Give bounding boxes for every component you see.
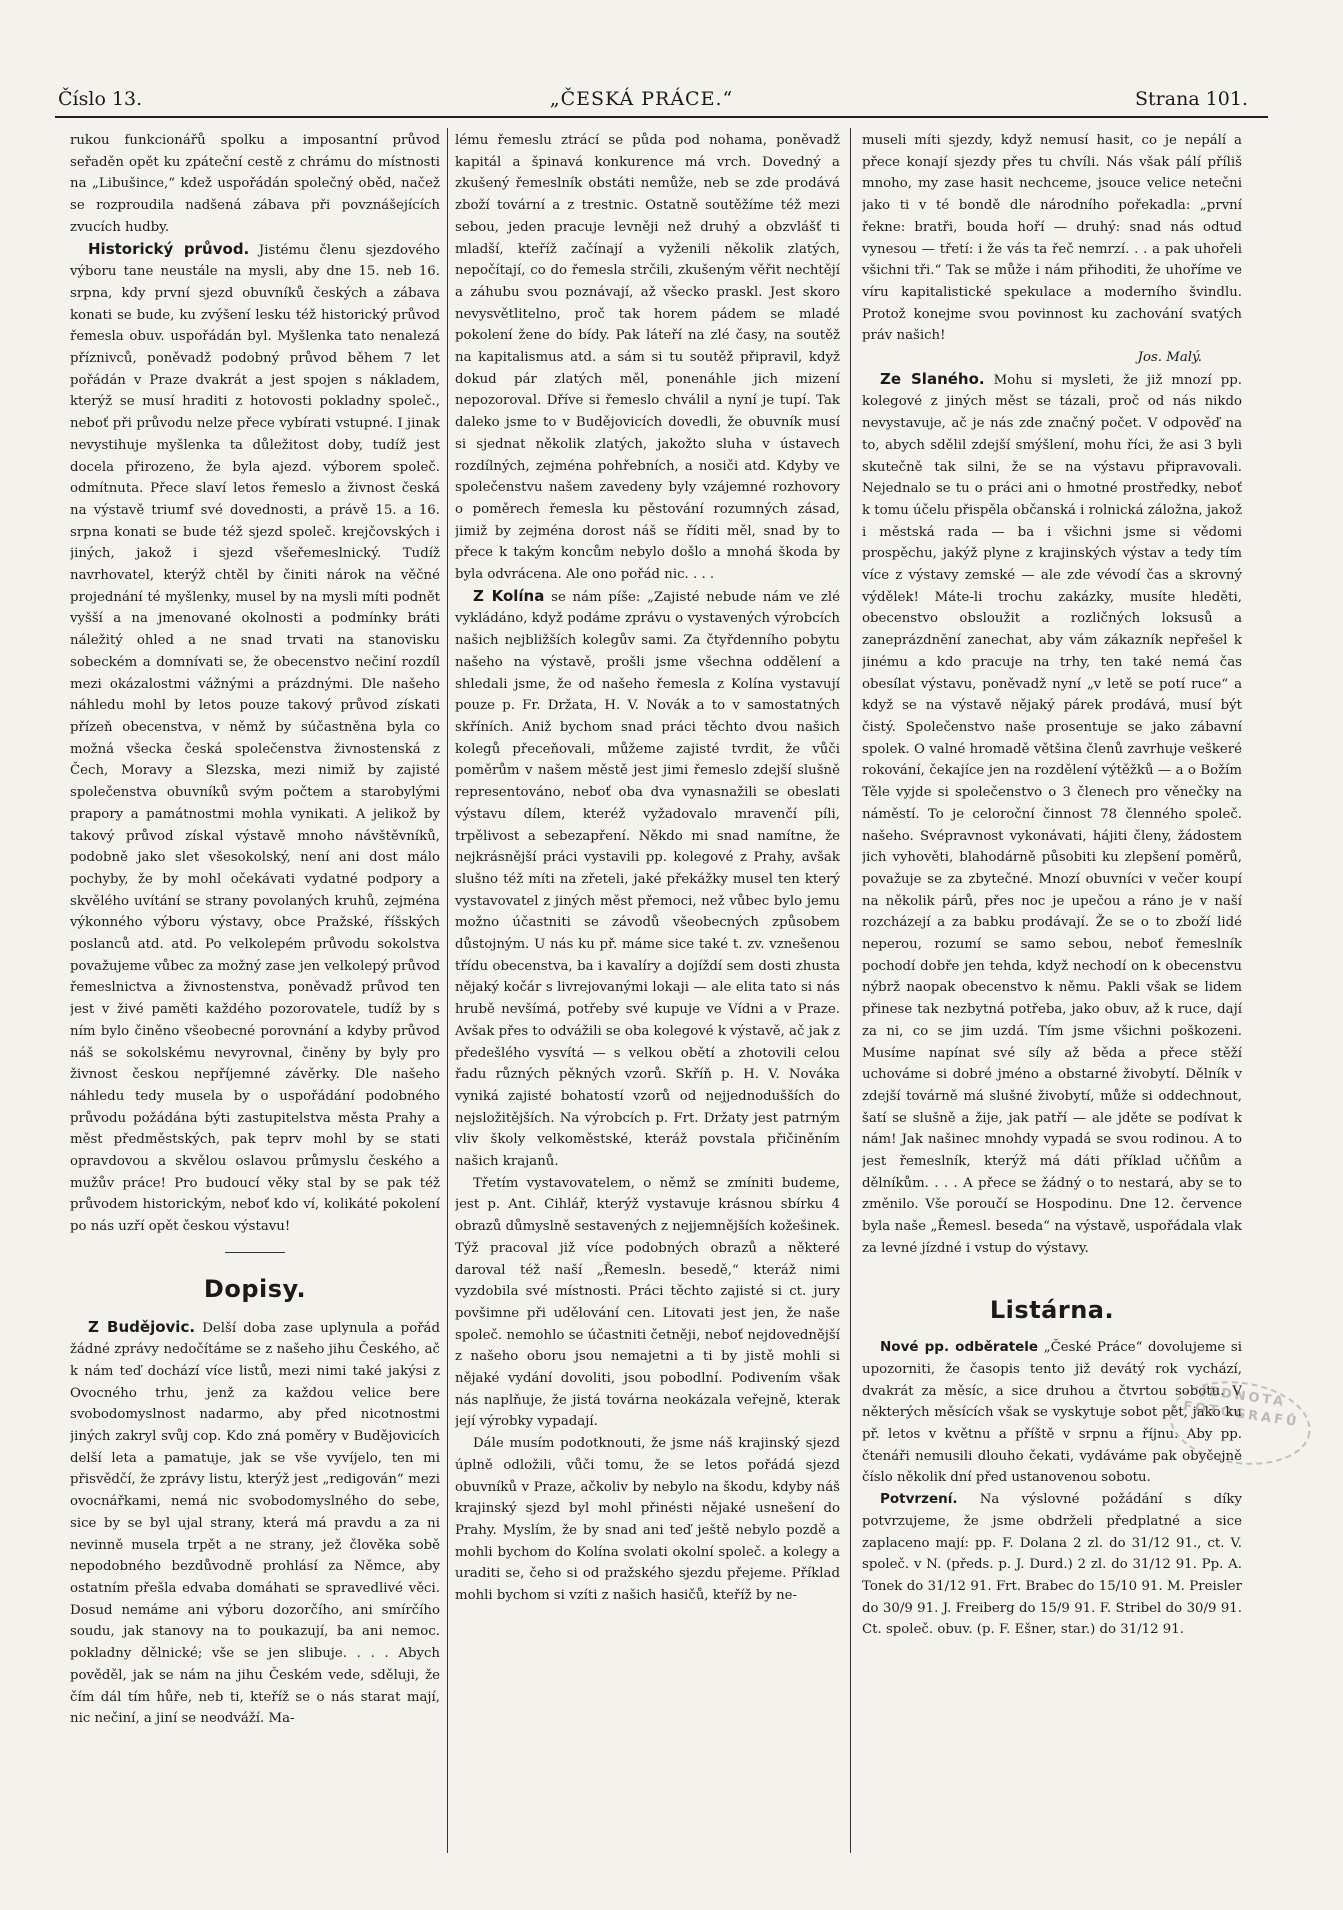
article-text: „České Práce“ dovolujeme si upozorniti, že časopis tento již devátý rok vychází, dvakrát za měsíc, a sice druhou a čtvrtou sobotu. V některých měsících však se vyskytuje sobot pět, jako ku př. letos v květnu a příště v srpnu a říjnu. Aby pp. čtenáři nemusili dlouho čekati, vydáváme pak obyčejně číslo několik dní před ustanovenou sobotu. [862, 1340, 1242, 1486]
article-paragraph: rukou funkcionářů spolku a imposantní průvod seřaděn opět ku zpáteční cestě z chrámu do místnosti na „Libušince,“ kdež uspořádán společný oběd, načež se rozproudila nadšená zábava při povznášejících zvucích hudby. [70, 133, 440, 235]
lead-nove-odberatele: Nové pp. odběratele [880, 1339, 1039, 1356]
signature: Jos. Malý. [1137, 350, 1202, 366]
lead-potvrzeni: Potvrzení. [880, 1491, 958, 1508]
column-divider-1 [447, 128, 448, 1853]
article-text: se nám píše: „Zajisté nebude nám ve zlé vykládáno, když podáme zprávu o vystavených výrobcích našich nejbližších kolegův sami. Za čtyřdenního pobytu našeho na výstavě, prošli jsme všechna oddělení a shledali jsme, že od našeho řemesla z Kolína vystavují pouze p. Fr. Držata, H. V. Novák a to v samostatných skříních. Aniž bychom snad práci těchto dvou našich kolegů přeceňovali, můžeme zajisté tvrdit, že vůči poměrům v našem městě jest jimi řemeslo zdejší slušně representováno, neboť oba dva vynasnažili se obeslati výstavu dílem, kteréž vyžadovalo mravenčí píli, trpělivost a sebezapření. Někdo mi snad namítne, že nejkrásnější práci vystavili pp. kolegové z Prahy, avšak slušno též míti na zřeteli, jaké překážky musel ten který vystavovatel z jiných měst přemoci, než vůbec bylo jemu možno účastniti se závodů všeobecných způsobem důstojným. U nás ku př. máme sice také t. zv. vznešenou třídu obecenstva, ba i kavalíry a dojíždí sem dosti zhusta nějaký kočár s livrejovanými lokaji — ale elita tato si nás hrubě nevšímá, potřeby své kupuje ve Vídni a v Praze. Avšak přes to odvážili se oba kolegové k výstavě, ač jak z předešlého vysvítá — s velkou obětí a zhotovili celou řadu různých pěkných vzorů. Skříň p. H. V. Nováka vyniká zajisté bohatostí vzorů od nejjednodušších do nejsložitějších. Na výrobcích p. Frt. Držaty jest patrným vliv školy velkoměstské, kteráž povstala přičiněním našich krajanů. [455, 589, 840, 1170]
section-heading-budejovic: Z Budějovic. [88, 1317, 196, 1336]
article-paragraph [862, 1489, 1242, 1641]
article-paragraph [455, 586, 840, 1173]
section-heading-kolina: Z Kolína [473, 586, 545, 605]
masthead-title: „ČESKÁ PRÁCE.“ [549, 88, 734, 110]
column-divider-2 [850, 128, 851, 1853]
article-text: Delší doba zase uplynula a pořád žádné zprávy nedočítáme se z našeho jihu Českého, ač k nám teď dochází více listů, mezi nimi také jakýsi z Ovocného trhu, jenž za každou velice bere svobodomyslnost nadarmo, aby před nicotnostmi jiných zakryl svůj cop. Kdo zná poměry v Budějovicích delší leta a pamatuje, jak se vše vyvíjelo, ten mi přisvědčí, že zprávy listu, kterýž jest „redigován“ mezi ovocnářkami, nemá nic svobodomyslného do sebe, sice by se byl ujal strany, která má pravdu a za ni nevinně musela trpět a ne strany, jež člověka sobě nepodobného bezdůvodně prohlásí za Němce, aby ostatním přešla edvaba domáhati se spravedlivé věci. Dosud nemáme ani výboru dozorčího, ani smírčího soudu, jak stanovy na to poukazují, ba ani nemoc. pokladny dělnické; vše se jen slibuje. . . . Abych pověděl, jak se nám na jihu Českém vede, sděluji, že čím dál tím hůře, neb ti, kteříž se o nás starat mají, nic nečiní, a jiní se neodváží. Ma- [70, 1320, 440, 1727]
page-number: Strana 101. [1135, 88, 1248, 110]
stamp-text: JEDNOTA FOTOGRAFŮ [1182, 1383, 1301, 1431]
article-text: Jistému členu sjezdového výboru tane neustále na mysli, aby dne 15. neb 16. srpna, kdy první sjezd obuvníků českých a zábava konati se bude, ku zvýšení lesku též historický průvod řemesla obuv. uspořádán byl. Myšlenka tato nenalezá příznivců, poněvadž podobný průvod během 7 let pořádán v Praze dvakrát a jest spojen s nákladem, kterýž se musí hraditi z hotovosti pokladny společ., neboť při průvodu nelze přece vybírati vstupné. I jinak nevystihuje myšlenka ta důležitost doby, tudíž jest docela přirozeno, že byla ajezd. výborem společ. odmítnuta. Přece slaví letos řemeslo a živnost česká na výstavě triumf své dovednosti, a právě 15. a 16. srpna konati se bude též sjezd společ. krejčovských i jiných, jakož i sjezd všeřemeslnický. Tudíž navrhovatel, kterýž chtěl by činiti nárok na věčné projednání té myšlenky, musel by na mysli míti podnět vyšší a na jmenované okolnosti a podmínky bráti náležitý ohled a ne snad trvati na stanovisku sobeckém a domnívati se, že obecenstvo nečiní rozdíl mezi okázalostmi vážnými a prázdnými. Dle našeho náhledu mohl by letos pouze takový průvod získati přízeň obecenstva, v němž by súčastněna byla co možná všecka česká společenstva živnostenská z Čech, Moravy a Slezska, mezi nimiž by zajisté společenstva obuvníků svým počtem a starobylými prapory a památnostmi mohla vynikati. A jelikož by takový průvod získal výstavě mnoho návštěvníků, podobně jako slet všesokolský, není ani dost málo pochyby, že by mohl očekávati vydatné podpory a skvělého uvítání se strany povolaných kruhů, zejména výkonného výboru výstavy, obce Pražské, říšských poslanců atd. atd. Po velkolepém průvodu sokolstva považujeme vůbec za možný zase jen velkolepý průvod řemeslnictva a živnostenstva, poněvadž průvod ten jest v živé paměti každého pozorovatele, tudíž by s ním bylo činěno všeobecné porovnání a kdyby průvod náš se sokolskému nevyrovnal, činěny by byly pro živnost českou nepříjemné závěrky. Dle našeho náhledu tedy musela by o uspořádání podobného průvodu požádána býti zastupitelstva města Prahy a měst předměstských, pak teprv mohl by se stati opravdovou a skvělou oslavou průmyslu českého a mužův práce! Pro budoucí věky stal by se pak též průvodem historickým, neboť kdo ví, kolikáté pokolení po nás uzří opět českou výstavu! [70, 242, 440, 1235]
short-divider [225, 1252, 285, 1253]
issue-number: Číslo 13. [58, 88, 143, 110]
article-paragraph: Dále musím podotknouti, že jsme náš krajinský sjezd úplně odložili, vůči tomu, že se letos pořádá sjezd obuvníků v Praze, ačkoliv by nebylo na škodu, kdyby náš krajinský sjezd byl mohl přinésti nějaké usnešení do Prahy. Myslím, že by snad ani teď ještě nebylo pozdě a mohli bychom do Kolína svolati okolní společ. a kolegy a uraditi se, čeho si od pražského sjezdu přejeme. Příklad mohli bychom si vzíti z našich hasičů, kteříž by ne- [455, 1436, 840, 1604]
section-heading-slaneho: Ze Slaného. [880, 369, 985, 388]
article-text: Na výslovné požádání s díky potvrzujeme, že jsme obdrželi předplatné a sice zaplaceno mají: pp. F. Dolana 2 zl. do 31/12 91., ct. V. společ. v N. (předs. p. J. Durd.) 2 zl. do 31/12 91. Pp. A. Tonek do 31/12 91. Frt. Brabec do 15/10 91. M. Preisler do 30/9 91. J. Freiberg do 15/9 91. F. Stribel do 30/9 91. Ct. společ. obuv. (p. F. Ešner, star.) do 31/12 91. [862, 1492, 1242, 1638]
page-header [40, 88, 1248, 114]
column-1 [70, 130, 440, 1880]
article-paragraph: lému řemeslu ztrácí se půda pod nohama, poněvadž kapitál a špinavá konkurence má vrch. Dovedný a zkušený řemeslník obstáti nemůže, neb se zde prodává zboží tovární a z trestnic. Ostatně soutěžíme též mezi sebou, jeden pracuje levněji než druhý a obzvlášť ti mladší, kteříž začínají a vyženili několik zlatých, nepočítají, co do řemesla strčili, zkušeným věřit nechtějí a záhubu svou poznávají, až všecko praskl. Jest skoro nevysvětlitelno, proč tak horem pádem se mladé pokolení žene do bídy. Pak láteří na zlé časy, na soutěž na kapitalismus atd. a sám si tu soutěž připravil, když dokud pár zlatých měl, ponenáhle jich mizení nepozoroval. Dříve si řemeslo chválil a nyní je tupí. Tak daleko jsme to v Budějovicích dovedli, že obuvník musí si sjednat několik zlatých, jakožto sluha v ústavech rozdílných, zejména pohřebních, a nosiči atd. Kdyby ve společenstvu našem zavedeny byly vzájemné rozhovory o poměrech řemesla ku pěstování rozumných zásad, jimiž by zejména dorost náš se říditi měl, snad by to přece k takým koncům nebylo došlo a mnohá škoda by byla odvrácena. Ale ono pořád nic. . . . [455, 133, 840, 583]
article-paragraph [70, 1317, 440, 1730]
header-rule [55, 116, 1268, 118]
column-3 [862, 130, 1242, 1880]
section-title-dopisy: Dopisy. [203, 1274, 307, 1303]
section-title-listarna: Listárna. [989, 1295, 1115, 1324]
section-heading-historicky: Historický průvod. [88, 239, 250, 258]
article-text: Mohu si mysleti, že již mnozí pp. kolegové z jiných měst se tázali, proč od nás nikdo nevystavuje, ač je nás zde značný počet. V odpověď na to, abych sdělil zdejší smýšlení, mohu říci, že asi 3 byli skutečně tak silni, že se na výstavu připravovali. Nejednalo se tu o práci ani o hmotné prostředky, neboť k tomu účelu přispěla občanská i rolnická záložna, jakož i městská rada — ba i všichni jsme si vědomi prospěchu, jakýž plyne z krajinských výstav a tedy tím více z výstavy zemské — ale zde vévodí čas a skrovný výdělek! Máte-li trochu zakázky, musíte hleděti, obecenstvo obsloužit a rozličných loksusů a zaneprázdnění zanechat, aby vám zákazník nepřešel k jinému a kdo pracuje na trhy, ten také nemá čas obesílat výstavu, poněvadž nyní „v letě se potí ruce“ a když se na výstavě nějaký párek prodává, musí být čistý. Společenstvo naše prosentuje se jako zábavní spolek. O valné hromadě většina členů zavrhuje veškeré rokování, čekajíce jen na rozdělení výtěžků — a o Božím Těle vyjde si společenstvo o 3 členech pro věnečky na náměstí. To je celoroční činnost 78 členného společ. našeho. Svépravnost vykonávati, hájiti členy, žádostem jich vyhověti, blahodárně působiti ku zlepšení poměrů, považuje se za zbytečné. Mnozí obuvníci v večer koupí na několik párů, přes noc je upečou a ráno je v naší rozcházejí a za babku prodávají. Že se o to zboží lidé neperou, rozumí se samo sebou, neboť řemeslník pochodí dobře jen tehda, když nechodí on k obecenstvu nýbrž naopak obecenstvo k němu. Pakli však se lidem přinese tak nezbytná potřeba, jako obuv, až k ruce, dají za ni, co se jim uzdá. Tím jsme všichni poškozeni. Musíme napínat své síly až běda a přece stěží uchováme si dobré jméno a obstarné živobytí. Dělník v zdejší továrně má slušné živobytí, může si oddechnout, šatí se slušně a žije, jak patří — ale jděte se podívat k nám! Jak našinec mnohdy vypadá se svou rodinou. A to jest řemeslník, kterýž má dáti příklad učňům a dělníkům. . . . A přece se žádný o to nestará, aby se to změnilo. Vše poroučí se Hospodinu. Dne 12. července byla naše „Řemesl. beseda“ na výstavě, uspořádala vlak za levné jízdné i vstup do výstavy. [862, 372, 1242, 1256]
article-paragraph [862, 369, 1242, 1260]
article-paragraph [70, 239, 440, 1238]
column-2 [455, 130, 840, 1880]
article-paragraph: Třetím vystavovatelem, o němž se zmíniti budeme, jest p. Ant. Cihlář, kterýž vystavuje krásnou sbírku 4 obrazů důmyslně sestavených z nejjemnějších kožešinek. Týž pracoval již více podobných obrazů a některé daroval též naší „Řemesln. besedě,“ kteráž nimi vyzdobila své místnosti. Práci těchto zajisté si ct. jury povšimne při udělování cen. Litovati jest jen, že naše společ. nemohlo se účastniti četněji, neboť nejdovednější z našeho oboru jsou nemajetni a ti by jistě mohli si nějaké vydání dovoliti, jsou pobodlní. Podivením však nás naplňuje, že jistá továrna neokázala veřejně, kterak její výrobky vypadají. [455, 1175, 840, 1430]
article-paragraph: museli míti sjezdy, když nemusí hasit, co je nepálí a přece konají sjezdy přes tu chvíli. Nás však pálí příliš mnoho, my zase hasit nechceme, jsouce velice netečni jako ti v té bondě dle národního pořekadla: „první řekne: bratři, bouda hoří — druhý: snad nás odtud vynesou — třetí: i že vás ta řeč nemrzí. . . a pak uhořeli všichni tři.“ Tak se může i nám přihoditi, že uhoříme ve víru kapitalistické spekulace a moderního švindlu. Protož konejme svou povinnost ku zachování svatých práv našich! [862, 133, 1242, 344]
